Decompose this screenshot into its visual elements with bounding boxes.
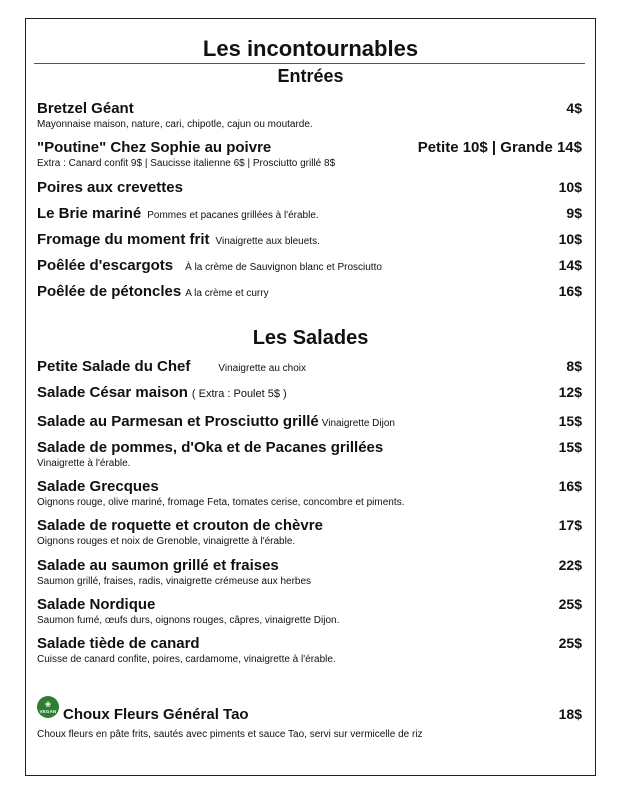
- item-price: 9$: [566, 205, 582, 221]
- menu-item: [37, 478, 582, 508]
- item-name: Fromage du moment frit: [37, 231, 210, 248]
- item-name: Salade tiède de canard: [37, 635, 200, 652]
- vegan-badge-label: VEGAN: [39, 708, 57, 714]
- item-description: Mayonnaise maison, nature, cari, chipotle, cajun ou moutarde.: [37, 119, 313, 130]
- menu-item: [37, 517, 582, 547]
- menu-item: [37, 100, 582, 130]
- menu-item-vegan-description: [37, 727, 582, 740]
- item-inline-description: Pommes et pacanes grillées à l'érable.: [147, 210, 319, 221]
- item-name: Petite Salade du Chef: [37, 358, 191, 375]
- vegan-badge-icon: [37, 696, 59, 718]
- menu-item: [37, 596, 582, 626]
- item-inline-description: Vinaigrette au choix: [218, 363, 307, 374]
- menu-item-vegan: [63, 706, 582, 723]
- section-title-salads: Les Salades: [252, 327, 369, 349]
- menu-item: [37, 205, 582, 222]
- item-price: 18$: [558, 706, 582, 722]
- menu-item: [37, 358, 582, 375]
- section-title-entrees: Entrées: [277, 66, 344, 86]
- item-price: Petite 10$ | Grande 14$: [417, 139, 582, 156]
- item-name: Salade Nordique: [37, 596, 156, 613]
- item-price: 14$: [558, 257, 582, 273]
- item-inline-description: Vinaigrette Dijon: [321, 418, 395, 429]
- item-description: Choux fleurs en pâte frits, sautés avec piments et sauce Tao, servi sur vermicelle de riz: [37, 729, 423, 740]
- menu-item: [37, 231, 582, 248]
- item-inline-description: A la crème et curry: [185, 288, 269, 299]
- item-description: Extra : Canard confit 9$ | Saucisse italienne 6$ | Prosciutto grillé 8$: [37, 158, 336, 169]
- leaf-icon: ❀: [44, 699, 52, 709]
- menu-item: [37, 257, 582, 274]
- item-name: Poires aux crevettes: [37, 179, 183, 196]
- item-description: Cuisse de canard confite, poires, cardamome, vinaigrette à l'érable.: [37, 654, 336, 665]
- item-description: Saumon grillé, fraises, radis, vinaigrette crémeuse aux herbes: [37, 576, 312, 587]
- item-name: Poêlée d'escargots: [37, 257, 174, 274]
- menu-item: [37, 439, 582, 469]
- menu-item: [37, 139, 582, 169]
- item-name: Salade Grecques: [37, 478, 159, 495]
- item-description: Vinaigrette à l'érable.: [37, 458, 131, 469]
- title-divider: [34, 63, 585, 64]
- item-name: Bretzel Géant: [37, 100, 134, 117]
- item-inline-description: Vinaigrette aux bleuets.: [215, 236, 320, 247]
- page-title: Les incontournables: [202, 36, 419, 61]
- item-name: Salade César maison: [37, 384, 188, 401]
- menu-item: [37, 413, 582, 430]
- item-description: Saumon fumé, œufs durs, oignons rouges, câpres, vinaigrette Dijon.: [37, 615, 340, 626]
- item-description: Oignons rouges et noix de Grenoble, vinaigrette à l'érable.: [37, 536, 296, 547]
- item-price: 25$: [558, 635, 582, 651]
- menu-item: [37, 283, 582, 300]
- item-inline-description: ( Extra : Poulet 5$ ): [191, 388, 287, 400]
- item-name: Salade au Parmesan et Prosciutto grillé: [37, 413, 319, 430]
- item-description: Oignons rouge, olive mariné, fromage Feta, tomates cerise, concombre et piments.: [37, 497, 405, 508]
- item-name: "Poutine" Chez Sophie au poivre: [37, 139, 272, 156]
- menu-item: [37, 384, 582, 401]
- menu-item: [37, 635, 582, 665]
- item-price: 12$: [558, 384, 582, 400]
- item-name: Salade au saumon grillé et fraises: [37, 557, 279, 574]
- item-price: 16$: [558, 283, 582, 299]
- item-name: Poêlée de pétoncles: [37, 283, 182, 300]
- item-name: Choux Fleurs Général Tao: [63, 706, 249, 723]
- item-name: Salade de roquette et crouton de chèvre: [37, 517, 323, 534]
- menu-item: [37, 557, 582, 587]
- item-price: 25$: [558, 596, 582, 612]
- item-price: 22$: [558, 557, 582, 573]
- menu-item: [37, 179, 582, 196]
- item-price: 10$: [558, 231, 582, 247]
- item-price: 16$: [558, 478, 582, 494]
- item-inline-description: À la crème de Sauvignon blanc et Prosciutto: [185, 262, 382, 273]
- item-price: 15$: [558, 439, 582, 455]
- item-price: 17$: [558, 517, 582, 533]
- item-price: 15$: [558, 413, 582, 429]
- item-name: Salade de pommes, d'Oka et de Pacanes grillées: [37, 439, 384, 456]
- item-name: Le Brie mariné: [37, 205, 142, 222]
- item-price: 8$: [566, 358, 582, 374]
- item-price: 4$: [566, 100, 582, 116]
- item-price: 10$: [558, 179, 582, 195]
